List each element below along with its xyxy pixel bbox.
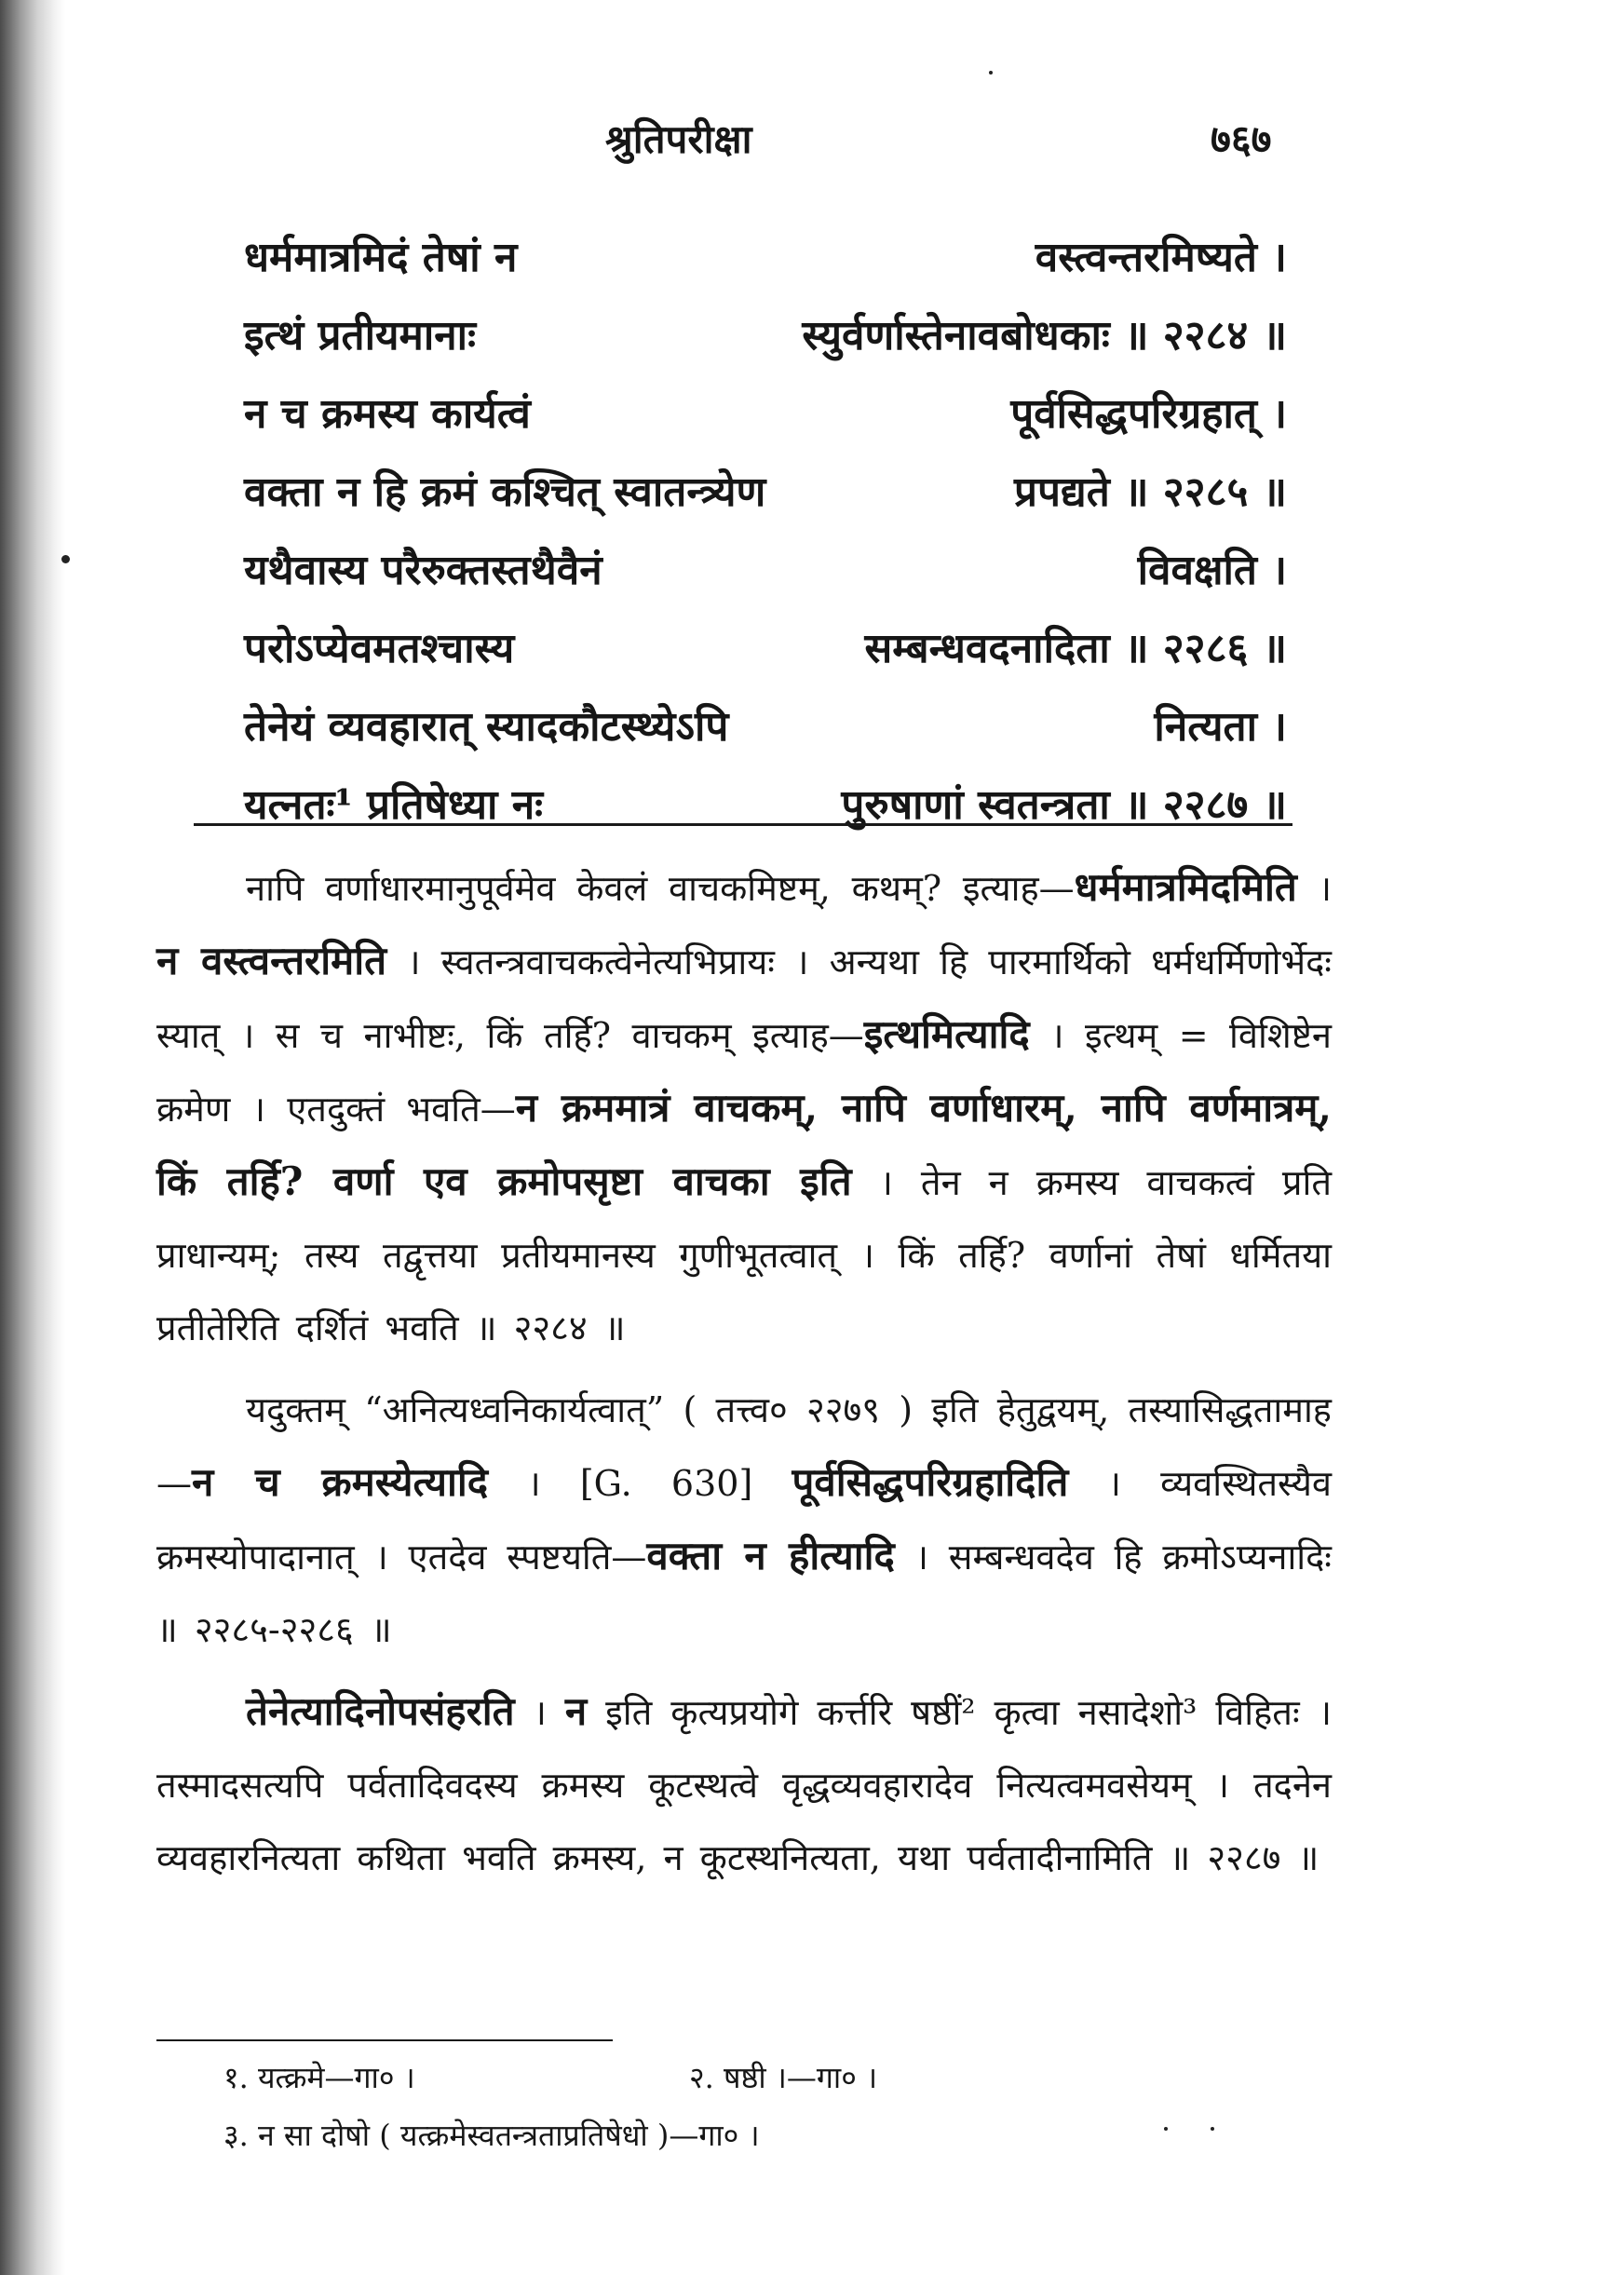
commentary-text: यदुक्तम् “अनित्यध्वनिकार्यत्वात्” ( तत्त्व० २२७९ ) इति हेतुद्वयम्, तस्यासिद्धतामाह—	[156, 1389, 1332, 1504]
verse-line	[244, 685, 1287, 764]
verse-block	[244, 216, 1287, 842]
commentary-paragraph	[156, 1374, 1332, 1666]
footnote-1: १. यत्क्रमे—गा० ।	[223, 2060, 415, 2095]
verse-right-half: पुरुषाणां स्वतन्त्रता ॥ २२८७ ॥	[841, 781, 1287, 829]
commentary-text: । इत्थम् = विशिष्टेन क्रमेण । एतदुक्तं भवति—	[156, 1015, 1332, 1130]
commentary-keyword: इत्थमित्यादि	[863, 1011, 1030, 1057]
commentary-text: । [G. 630]	[488, 1463, 792, 1504]
verse-line	[244, 216, 1287, 294]
commentary-keyword: न क्रममात्रं वाचकम्, नापि वर्णाधारम्, नापि वर्णमात्रम्, किं तर्हि? वर्णा एव क्रमोपसृष्टा वाचका इति	[156, 1085, 1333, 1204]
verse-left-half: न च क्रमस्य कार्यत्वं	[244, 390, 531, 438]
verse-left-half: यत्नतः¹ प्रतिषेध्या नः	[244, 781, 544, 829]
scan-speck	[61, 555, 70, 563]
commentary-text: नापि वर्णाधारमानुपूर्वमेव केवलं वाचकमिष्टम्, कथम्? इत्याह—	[246, 868, 1075, 909]
running-title: श्रुतिपरीक्षा	[605, 116, 752, 162]
commentary-text: । सम्बन्धवदेव हि क्रमोऽप्यनादिः ॥ २२८५-२२८६ ॥	[156, 1537, 1332, 1650]
verse-right-half: प्रपद्यते ॥ २२८५ ॥	[1013, 468, 1287, 516]
commentary-text: । तेन न क्रमस्य वाचकत्वं प्रति प्राधान्यम्; तस्य तद्वृत्तया प्रतीयमानस्य गुणीभूतत्वात् । किं तर्हि? वर्णानां तेषां धर्मितया प्रतीतेरिति दर्शितं भवति ॥ २२८४ ॥	[156, 1162, 1332, 1348]
footnote-3: ३. न सा दोषो ( यत्क्रमेस्वतन्त्रताप्रतिषेधो )—गा० ।	[223, 2118, 760, 2153]
verse-commentary-divider	[194, 823, 1292, 826]
commentary-block	[156, 851, 1332, 1903]
page-number: ७६७	[1211, 116, 1272, 162]
verse-right-half: वस्त्वन्तरमिष्यते ।	[1035, 234, 1287, 281]
scan-speck	[989, 71, 993, 74]
commentary-keyword: न च क्रमस्येत्यादि	[192, 1459, 489, 1505]
footnote-row	[223, 2106, 1285, 2164]
commentary-paragraph	[156, 1675, 1332, 1894]
verse-line	[244, 529, 1287, 607]
running-head	[0, 112, 1624, 168]
verse-left-half: यथैवास्य परैरुक्तस्तथैवैनं	[244, 547, 602, 594]
verse-line	[244, 764, 1287, 842]
verse-line	[244, 451, 1287, 529]
verse-right-half: विवक्षति ।	[1137, 547, 1287, 594]
verse-right-half: नित्यता ।	[1154, 703, 1287, 751]
commentary-keyword: न	[564, 1688, 588, 1734]
commentary-keyword: वक्ता न हीत्यादि	[646, 1533, 895, 1578]
binding-shadow	[0, 0, 65, 2275]
footnote-divider	[156, 2039, 613, 2041]
verse-left-half: इत्थं प्रतीयमानाः	[244, 312, 476, 359]
verse-line	[244, 294, 1287, 372]
verse-left-half: परोऽप्येवमतश्चास्य	[244, 625, 515, 672]
commentary-text: ।	[1296, 868, 1332, 909]
commentary-text: इति कृत्यप्रयोगे कर्त्तरि षष्ठीं² कृत्वा नसादेशो³ विहितः । तस्मादसत्यपि पर्वतादिवदस्य क्रमस्य कूटस्थत्वे वृद्धव्यवहारादेव नित्यत्वमवसेयम् । तदनेन व्यवहारनित्यता कथिता भवति क्रमस्य, न कूटस्थनित्यता, यथा पर्वतादीनामिति ॥ २२८७ ॥	[156, 1692, 1332, 1878]
verse-line	[244, 607, 1287, 685]
verse-right-half: पूर्वसिद्धपरिग्रहात् ।	[1010, 390, 1287, 438]
commentary-keyword: पूर्वसिद्धपरिग्रहादिति	[792, 1459, 1069, 1505]
commentary-keyword: धर्ममात्रमिदमिति	[1074, 864, 1297, 910]
verse-right-half: स्युर्वर्णास्तेनावबोधकाः ॥ २२८४ ॥	[802, 312, 1287, 359]
footnote-row	[223, 2049, 1285, 2106]
verse-left-half: वक्ता न हि क्रमं कश्चित् स्वातन्त्र्येण	[244, 468, 766, 516]
footnote-2: २. षष्ठी ।—गा० ।	[689, 2060, 878, 2095]
verse-right-half: सम्बन्धवदनादिता ॥ २२८६ ॥	[864, 625, 1287, 672]
commentary-paragraph	[156, 851, 1332, 1364]
footnotes	[223, 2049, 1285, 2164]
verse-line	[244, 372, 1287, 451]
commentary-keyword: न वस्त्वन्तरमिति	[156, 938, 387, 983]
commentary-text: । स्वतन्त्रवाचकत्वेनेत्यभिप्रायः । अन्यथा हि पारमार्थिको धर्मधर्मिणोर्भेदः स्यात् । स च नाभीष्टः, किं तर्हि? वाचकम् इत्याह—	[156, 941, 1332, 1056]
verse-left-half: धर्ममात्रमिदं तेषां न	[244, 234, 518, 281]
commentary-text: ।	[514, 1692, 565, 1733]
commentary-text: । व्यवस्थितस्यैव क्रमस्योपादानात् । एतदेव स्पष्टयति—	[156, 1463, 1332, 1578]
verse-left-half: तेनेयं व्यवहारात् स्यादकौटस्थ्येऽपि	[244, 703, 729, 751]
commentary-keyword: तेनेत्यादिनोपसंहरति	[246, 1688, 515, 1734]
